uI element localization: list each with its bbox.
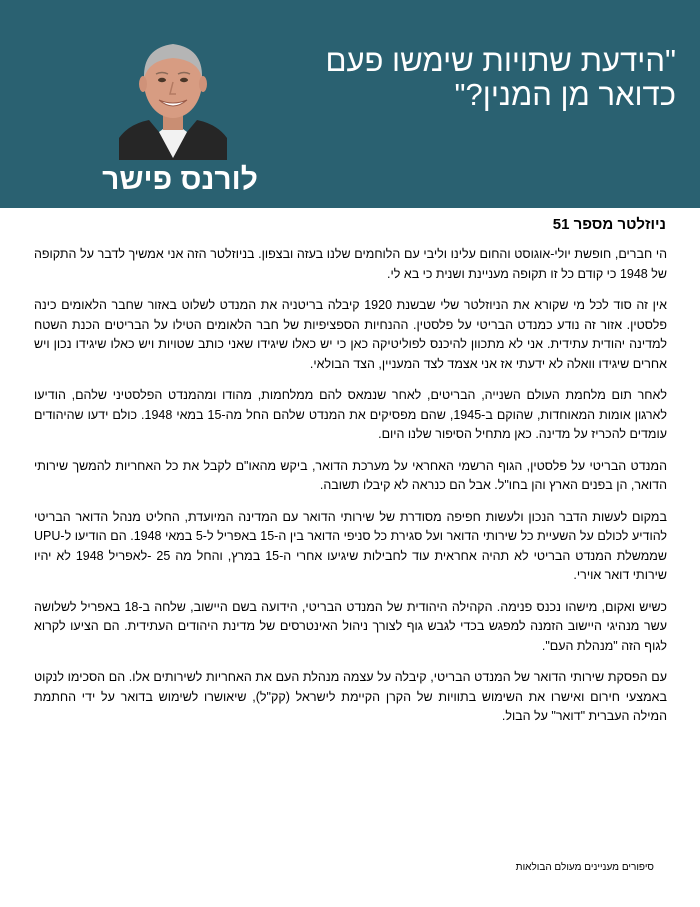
paragraph: המנדט הבריטי על פלסטין, הגוף הרשמי האחראי על מערכת הדואר, ביקש מהאו"ם לקבל את כל האחריות להמשך שירותי הדואר, הן בפנים הארץ והן בחו"ל. אבל הם כנראה לא קיבלו תשובה. [34,458,667,492]
page-footer: סיפורים מעניינים מעולם הבולאות [515,862,654,873]
paragraph: כשיש ואקום, מישהו נכנס פנימה. הקהילה היהודית של המנדט הבריטי, הידועה בשם היישוב, שלחה ב-18 באפריל לשלושה עשר מנהיגי היישוב הזמנה למפגש בכדי לגבש גוף לצורך ניהול האינטרסים של מדינת היהודים העתידית. הם הציעו לקרוא לגוף הזה "מנהלת העם". [34,599,667,653]
author-photo [119,34,227,160]
paragraph: לאחר תום מלחמת העולם השנייה, הבריטים, לאחר שנמאס להם ממלחמות, מהודו ומהמנדט הפלסטיני שלהם, הודיעו לארגון אומות המאוחדות, שהוקם ב-1945, שהם מפסיקים את המנדט שלהם החל מה-15 במאי 1948. כולם ידעו שהיהודים עומדים להכריז על מדינה. כאן מתחיל הסיפור שלנו היום. [34,388,667,441]
headline-line-1: "הידעת שתויות שימשו פעם [325,43,676,78]
paragraph: עם הפסקת שירותי הדואר של המנדט הבריטי, קיבלה על עצמה מנהלת העם את האחריות לשירותים אלו. הם הסכימו לנקוט באמצעי חירום ואישרו את השימוש בתוויות של הקרן הקיימת לישראל (קק"ל), שיאושרו לשימוש בדואר על ידי החתמת המילה העברית "דואר" על הבול. [34,670,667,723]
paragraph: אין זה סוד לכל מי שקורא את הניוזלטר שלי שבשנת 1920 קיבלה בריטניה את המנדט לשלוט באזור שחבר הלאומים כינה פלסטין. אזור זה נודע כמנדט הבריטי על פלסטין. ההנחיות הספציפיות של חבר הלאומים הטילו על הבריטים הכנת השטח למדינה יהודית עתידית. אני לא מתכוון להיכנס לפוליטיקה כאן כי יש כאלו שיגידו שאני כותב שטויות ויש כאלו שיגידו נכון ויש אחרים שיגידו וואלה לא ידעתי אז אני אצמד לצד המעניין, הצד הבולאי. [34,298,667,371]
article-body [34,245,667,739]
issue-number: ניוזלטר מספר 51 [552,216,666,233]
headline-line-2: כדואר מן המנין?" [454,77,676,112]
paragraph: במקום לעשות הדבר הנכון ולעשות חפיפה מסודרת של שירותי הדואר עם המדינה המיועדת, החליט מנהל הדואר הבריטי להודיע לכולם על השעיית כל שירותי הדואר ועל סגירת כל סניפי הדואר בין ה-15 באפריל ל-5 במאי 1948. הם הודיעו ל-UPU שממשלת המנדט הבריטי לא תהיה אחראית עוד לחבילות שיגיעו אחרי ה-15 במרץ, והחל מה 25 -לאפריל 1948 לא יהיו שירותי דואר אוירי. [34,509,668,582]
paragraph: הי חברים, חופשת יולי-אוגוסט והחום עלינו וליבי עם הלוחמים שלנו בעזה ובצפון. בניוזלטר הזה אני אמשיך לדבר על התקופה של 1948 כי קודם כל זו תקופה מעניינת ושנית כי בא לי. [34,247,667,281]
header-banner [0,0,700,208]
newsletter-headline [325,43,676,112]
author-name: לורנס פישר [102,163,258,196]
